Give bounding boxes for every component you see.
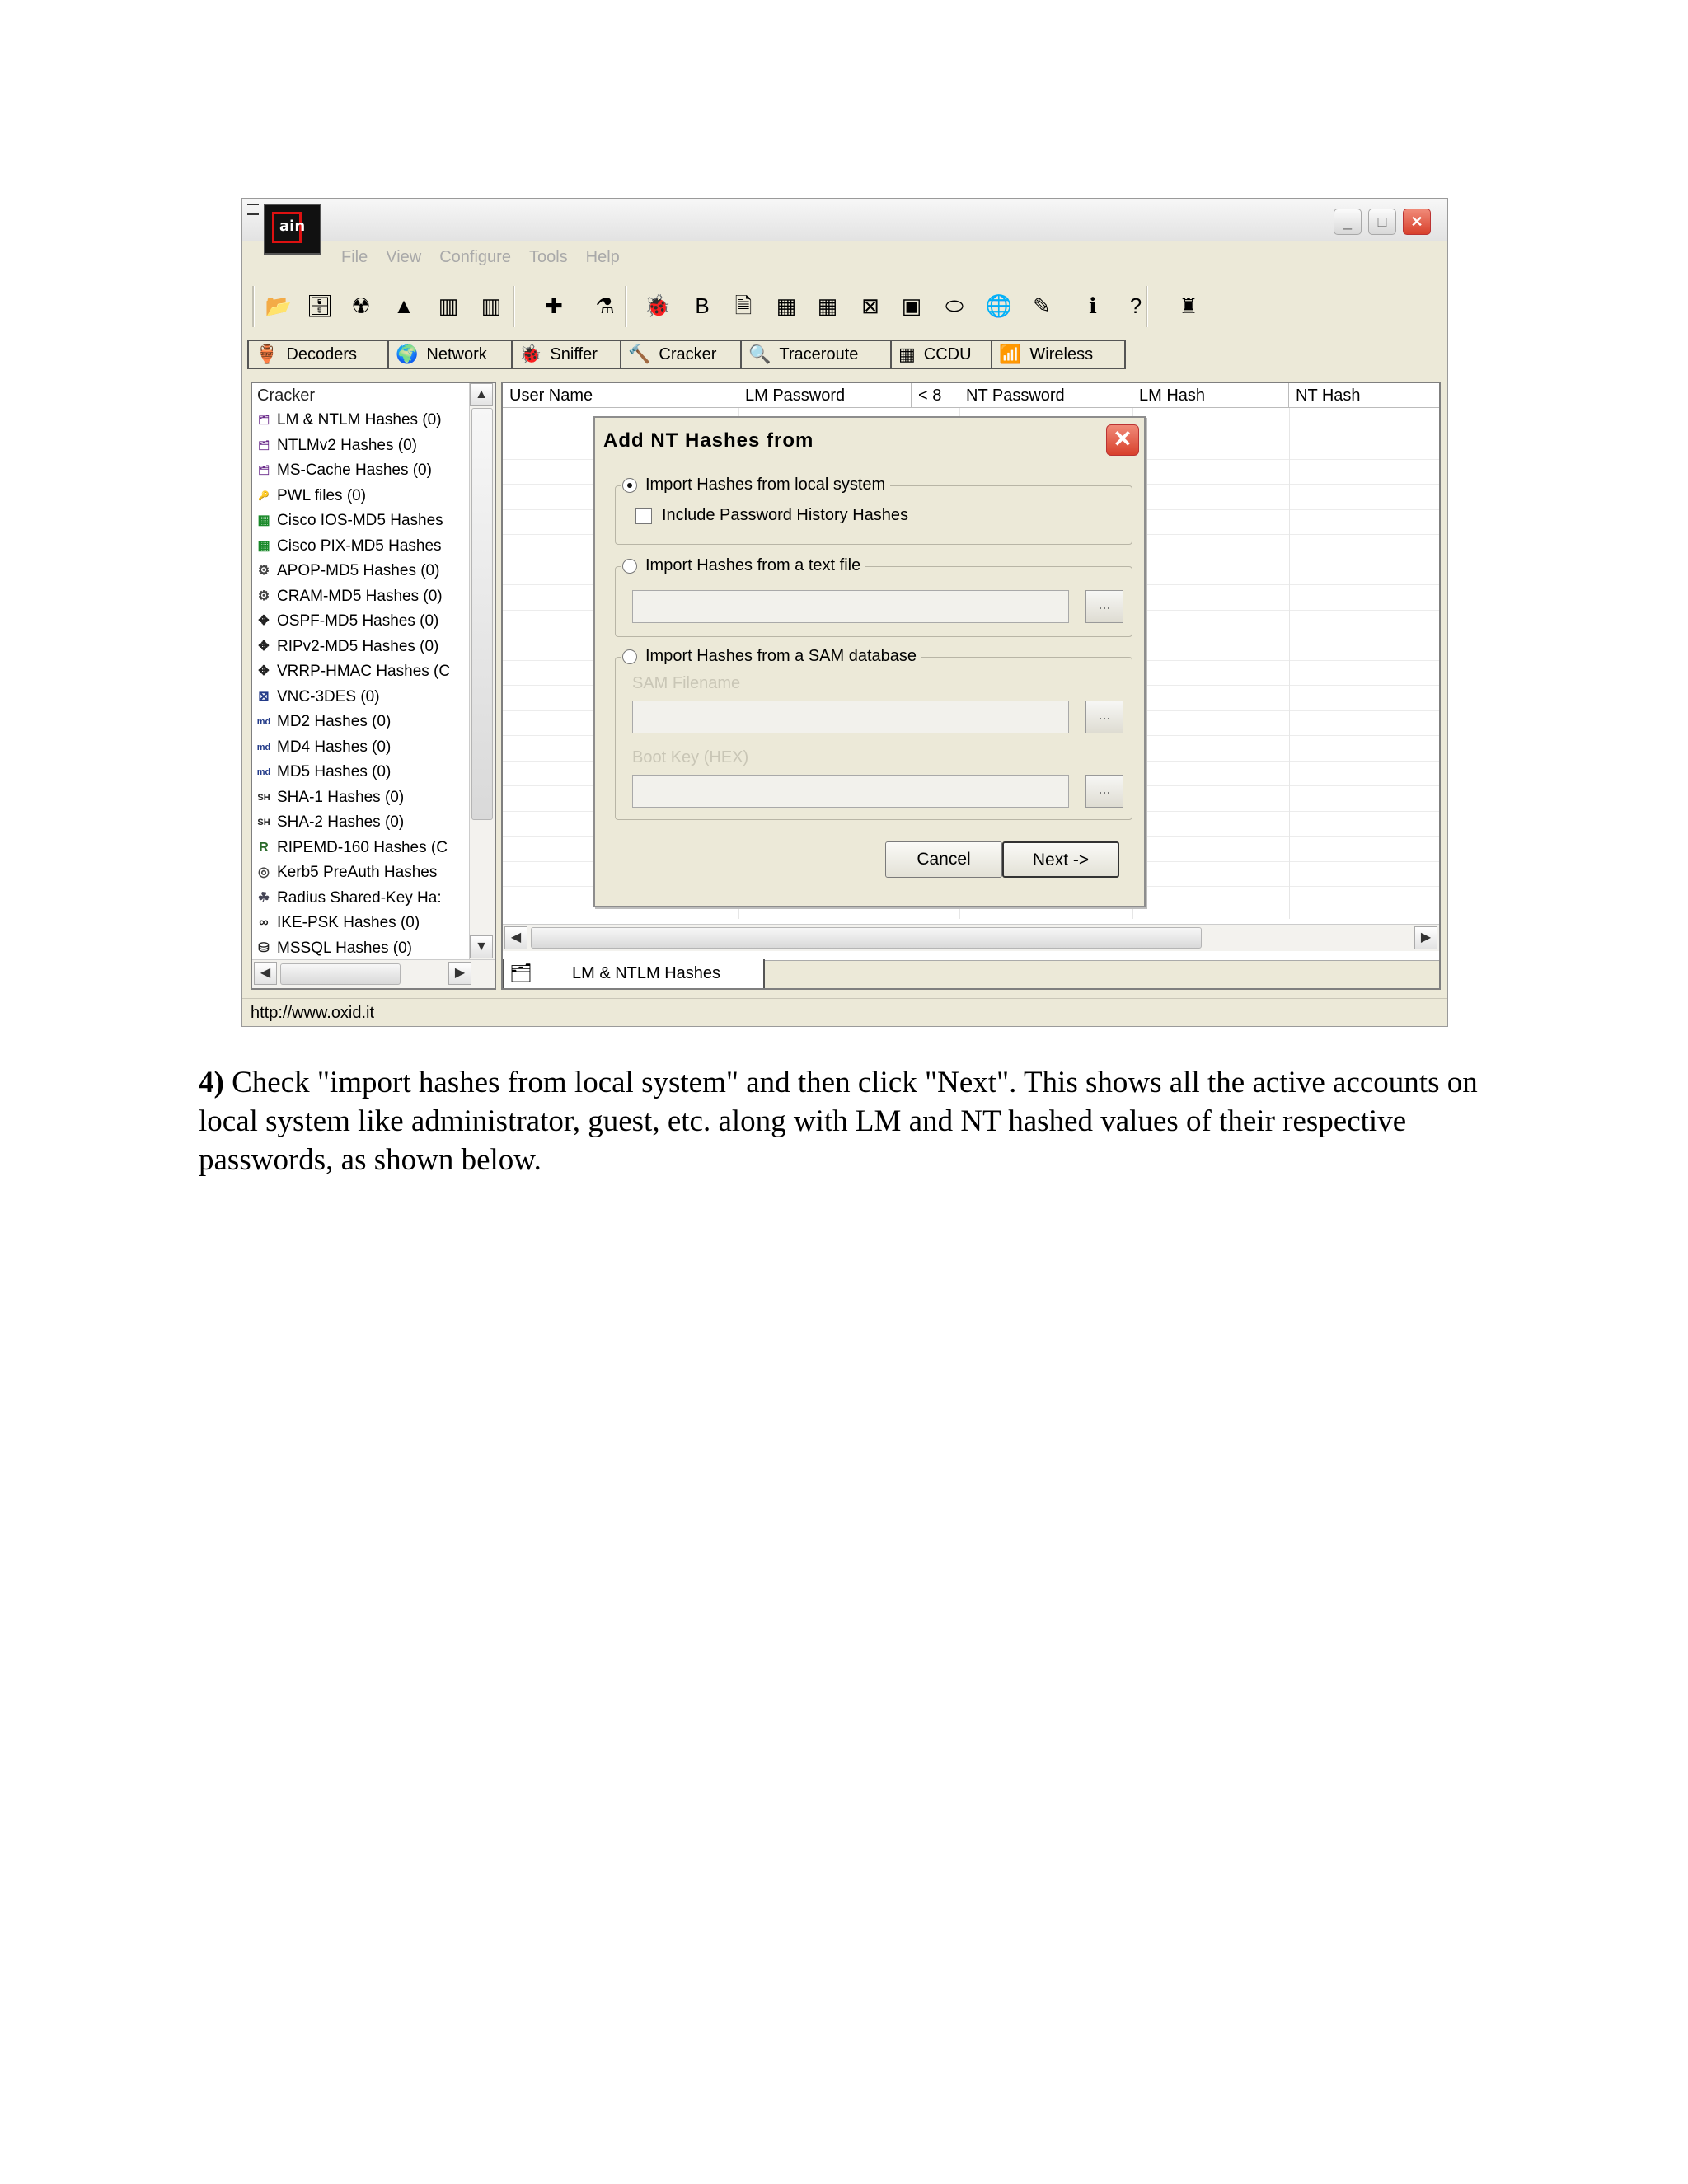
lm-ntlm-icon: 🗂 [258,415,270,426]
tree-item[interactable] [252,559,465,584]
table-column-line [1289,408,1290,919]
main-tabs [247,340,1124,371]
tree-item-label: RIPEMD-160 Hashes (C [277,838,448,856]
boot-key-label: Boot Key (HEX) [632,748,749,766]
tab-traceroute[interactable] [740,340,892,369]
sha2-icon: SH [257,818,270,828]
tree-item-label: MD4 Hashes (0) [277,738,392,756]
tree-item[interactable] [252,434,465,459]
chall-spoof-ntlm-icon[interactable]: ▥ [481,293,502,318]
scroll-left-icon[interactable]: ◀ [254,962,277,985]
sam-filename-label: SAM Filename [632,674,741,692]
tree-item[interactable] [252,685,465,710]
tab-decoders[interactable] [247,340,389,369]
vnc-icon[interactable]: ⊠ [861,293,879,318]
column-lm-hash[interactable]: LM Hash [1132,383,1289,408]
tree-item-label: IKE-PSK Hashes (0) [277,914,420,932]
sam-filename-field[interactable] [632,701,1069,733]
terminal-icon[interactable]: ▣ [901,293,922,318]
tree-item[interactable] [252,534,465,560]
title-bar [242,199,1447,241]
cisco-pix-icon: ▦ [257,538,270,553]
dialog-title: Add NT Hashes from [603,429,814,452]
tree-item[interactable] [252,484,465,509]
toolbar-separator [625,286,627,327]
info-icon[interactable]: ℹ [1089,293,1097,318]
scroll-right-icon[interactable]: ▶ [448,962,471,985]
tab-wireless[interactable] [991,340,1126,369]
md5-icon: md [256,767,271,778]
ntlm-auth-icon[interactable]: ▲ [393,293,415,318]
tree-item[interactable] [252,584,465,610]
sam-browse-button[interactable]: ... [1085,701,1123,733]
cracker-icon: 🔨 [628,344,651,364]
tree-item-label: VNC-3DES (0) [277,687,380,705]
kerb5-icon: ◎ [258,865,270,880]
tab-ccdu[interactable] [890,340,992,369]
tree-item[interactable] [252,609,465,635]
scroll-down-icon[interactable]: ▼ [470,935,493,958]
radiation-icon[interactable]: ☢ [351,293,371,318]
tab-cracker[interactable] [620,340,742,369]
tree-item-label: APOP-MD5 Hashes (0) [277,562,440,580]
cracker-tree-pane [251,382,496,990]
base64-icon[interactable]: B [695,293,710,318]
ripv2-icon: ✥ [258,639,270,654]
ms-cache-icon: 🗂 [258,466,270,476]
toolbar-separator [252,286,255,327]
tab-label: Network [426,344,487,363]
status-url: http://www.oxid.it [251,1004,375,1022]
sniffer-icon: 🐞 [519,344,542,364]
radio-local-indicator[interactable] [622,478,637,493]
md4-icon: md [256,742,271,752]
vnc-3des-icon: ⊠ [258,689,270,704]
tree-item[interactable] [252,860,465,886]
step-number: 4) [199,1066,224,1099]
bottom-tab-label: LM & NTLM Hashes [572,964,721,982]
ccdu-2-icon[interactable]: ▦ [817,293,838,318]
text-file-browse-button[interactable]: ... [1085,590,1123,623]
tree-item[interactable] [252,735,465,761]
scroll-up-icon[interactable]: ▲ [470,383,493,406]
cisco-ios-icon: ▦ [257,513,270,528]
tree-item-label: Kerb5 PreAuth Hashes [277,864,438,882]
radio-sam-label: Import Hashes from a SAM database [645,647,917,665]
ospf-icon: ✥ [258,614,270,629]
instruction-paragraph [199,1063,1501,1179]
radio-text-file[interactable] [621,556,865,575]
tab-sniffer[interactable] [511,340,621,369]
radius-icon: ☘ [257,890,270,905]
system-menu-icon[interactable] [247,204,259,215]
hash-calc-icon[interactable]: 🗎 [734,293,753,318]
menu-tools[interactable]: Tools [528,248,568,266]
ripemd-icon: R [259,840,269,855]
tree-item[interactable] [252,635,465,660]
tree-item-label: Radius Shared-Key Ha: [277,888,442,907]
column-nt-password[interactable]: NT Password [959,383,1132,408]
tree-item-label: PWL files (0) [277,486,367,504]
tree-item-label: SHA-1 Hashes (0) [277,788,405,806]
globe-icon[interactable]: 🌐 [985,293,1013,318]
column-lm-password[interactable]: LM Password [738,383,912,408]
tab-label: Wireless [1029,344,1094,363]
tree-item-label: Cisco IOS-MD5 Hashes [277,512,443,530]
vrrp-icon: ✥ [258,664,270,679]
tree-item[interactable] [252,458,465,484]
wireless-icon: 📶 [999,344,1022,364]
radio-text-label: Import Hashes from a text file [645,556,861,574]
menu-file[interactable]: File [341,248,368,266]
radio-sam-indicator[interactable] [622,649,637,664]
tree-item-label: MS-Cache Hashes (0) [277,462,432,480]
tree-item[interactable] [252,810,465,836]
tab-network[interactable] [387,340,513,369]
sam-database-group [615,647,1132,820]
tree-item[interactable] [252,509,465,534]
maximize-button[interactable]: □ [1368,209,1396,235]
mssql-icon: ⛁ [258,940,270,955]
tree-item[interactable] [252,760,465,785]
tab-label: Sniffer [550,344,598,363]
ccdu-icon: ▦ [898,344,916,364]
column-nt-hash[interactable]: NT Hash [1289,383,1441,408]
tree-horizontal-scrollbar[interactable] [252,959,495,988]
tree-item-label: NTLMv2 Hashes (0) [277,436,417,454]
lm-ntlm-tab-icon: 🗂 [509,963,532,983]
cancel-button[interactable]: Cancel [885,841,1002,878]
bottom-tab-bar [503,960,1439,990]
help-icon[interactable]: ? [1129,293,1142,318]
oxid-icon[interactable]: ♜ [1179,293,1198,318]
add-nt-hashes-dialog [593,416,1146,907]
tree-hscroll-thumb[interactable] [280,963,401,985]
text-file-path-field[interactable] [632,590,1069,623]
tree-item-label: Cisco PIX-MD5 Hashes [277,537,442,555]
bottom-tab-lm-ntlm[interactable] [503,959,765,990]
edit-icon[interactable]: ✎ [1033,293,1051,318]
tree-item-label: LM & NTLM Hashes (0) [277,411,442,429]
include-history-checkbox[interactable] [635,508,652,524]
toolbar-separator [513,286,515,327]
tree-item-label: MD5 Hashes (0) [277,763,392,781]
tree-item[interactable] [252,710,465,735]
tree-item[interactable] [252,911,465,936]
tab-label: Cracker [659,344,717,363]
tab-label: Decoders [286,344,358,363]
tree-item-label: SHA-2 Hashes (0) [277,813,405,832]
add-hosts-icon[interactable]: 🗄 [306,293,334,318]
add-icon[interactable]: ✚ [545,293,563,318]
app-icon-text: ain [272,212,302,243]
tree-item-label: RIPv2-MD5 Hashes (0) [277,637,439,655]
radio-sam-database[interactable] [621,647,921,666]
menu-help[interactable]: Help [585,248,620,266]
close-window-button[interactable]: ✕ [1403,209,1431,235]
cracker-tree [252,383,465,961]
tree-item-label: MSSQL Hashes (0) [277,939,413,957]
local-system-group [615,476,1132,545]
tab-label: CCDU [923,344,972,363]
tree-item-label: MD2 Hashes (0) [277,713,392,731]
next-button[interactable]: Next -> [1002,841,1119,878]
pwl-icon: 🔑 [258,490,270,501]
tree-item-label: VRRP-HMAC Hashes (C [277,663,451,681]
tree-item[interactable] [252,836,465,861]
ntlmv2-icon: 🗂 [258,440,270,451]
tree-header[interactable]: Cracker [257,387,316,405]
toolbar [249,281,1441,332]
table-scroll-right-icon[interactable]: ▶ [1414,926,1437,949]
tab-label: Traceroute [779,344,859,363]
boot-key-field[interactable] [632,775,1069,808]
status-bar [242,998,1447,1026]
routing-icon[interactable]: ⬭ [945,293,964,318]
sniffer-tool-icon[interactable]: 🐞 [644,293,672,318]
sha1-icon: SH [257,792,270,803]
include-history-label: Include Password History Hashes [662,506,909,524]
menu-configure[interactable]: Configure [439,248,511,266]
tree-item[interactable] [252,886,465,912]
column-user-name[interactable]: User Name [503,383,738,408]
cain-app-icon[interactable] [264,204,321,255]
cracker-tool-icon[interactable]: ⚗ [595,293,615,318]
tree-item[interactable] [252,785,465,811]
decoder-icon: 🏺 [256,344,279,364]
menu-view[interactable]: View [386,248,422,266]
tree-item[interactable] [252,408,465,434]
network-icon: 🌍 [396,344,419,364]
cram-icon: ⚙ [257,588,270,603]
tree-item[interactable] [252,659,465,685]
minimize-button[interactable]: _ [1334,209,1362,235]
tree-scroll-thumb[interactable] [471,408,493,820]
column-less-than-8[interactable]: < 8 [912,383,959,408]
apop-icon: ⚙ [257,564,270,579]
ccdu-1-icon[interactable]: ▦ [776,293,797,318]
table-scroll-left-icon[interactable]: ◀ [504,926,528,949]
radio-local-label: Import Hashes from local system [645,476,886,494]
radio-local-system[interactable] [621,476,890,494]
radio-text-indicator[interactable] [622,559,637,574]
tree-item[interactable] [252,936,465,962]
tree-vertical-scrollbar[interactable] [469,383,495,960]
dialog-close-button[interactable]: ✕ [1106,424,1139,456]
open-icon[interactable]: 📂 [265,293,293,318]
tree-item-label: OSPF-MD5 Hashes (0) [277,612,439,630]
text-file-group [615,556,1132,637]
traceroute-icon: 🔍 [748,344,771,364]
tree-item-label: CRAM-MD5 Hashes (0) [277,587,443,605]
md2-icon: md [256,717,271,728]
instruction-text: Check "import hashes from local system" and then click "Next". This shows all the active accounts on local system like administrator, guest, etc. along with LM and NT hashed values of their respective passwords, as shown below. [199,1066,1478,1177]
table-scroll-thumb[interactable] [531,927,1202,949]
chall-spoof-reset-icon[interactable]: ▥ [438,293,459,318]
ike-psk-icon: ∞ [259,916,269,930]
menu-bar [341,248,620,273]
table-horizontal-scrollbar[interactable] [503,924,1439,951]
cain-window [241,198,1448,1027]
boot-key-browse-button[interactable]: ... [1085,775,1123,808]
